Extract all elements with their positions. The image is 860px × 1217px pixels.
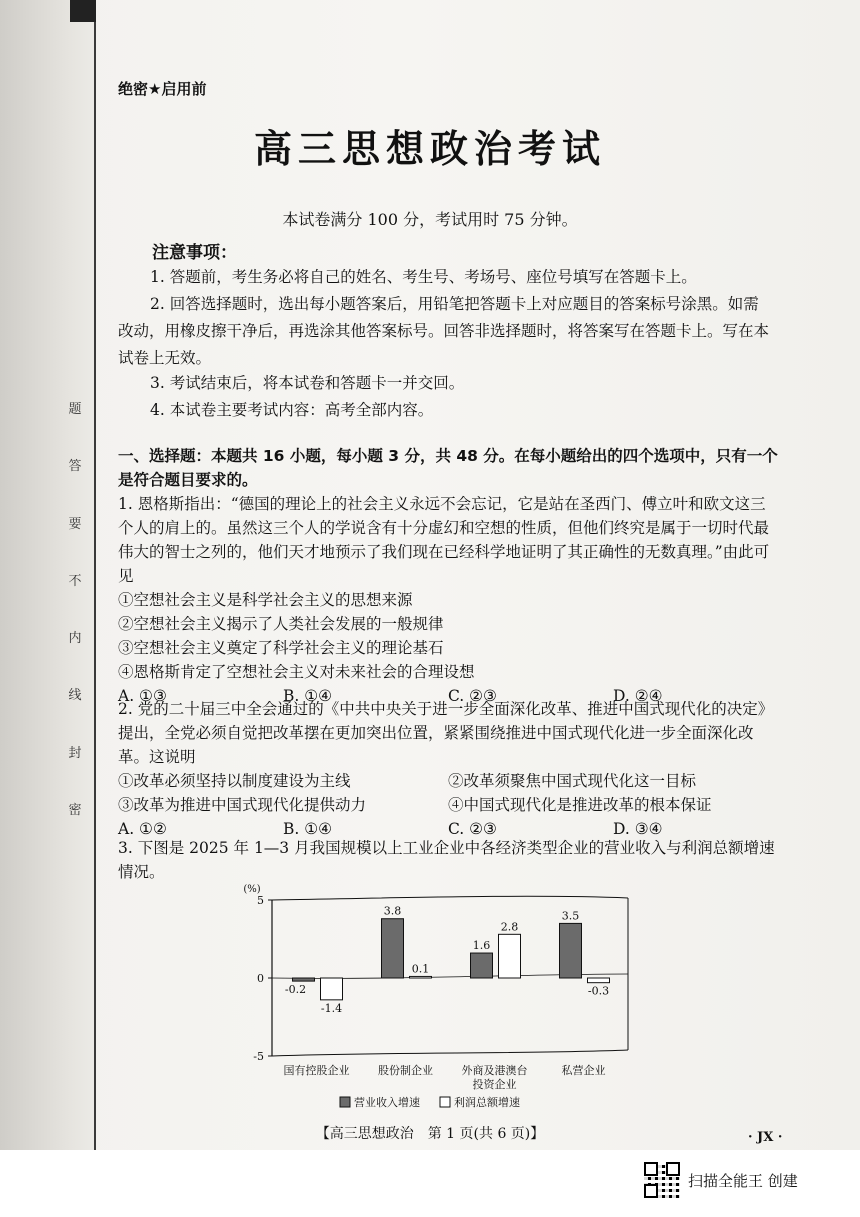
bar	[410, 976, 432, 978]
bar-value-label: -0.2	[284, 983, 307, 997]
watermark-text: 扫描全能王 创建	[688, 1171, 798, 1190]
option-d: D. ③④	[613, 820, 663, 838]
legend-swatch	[440, 1097, 450, 1107]
exam-info: 本试卷满分 100 分，考试用时 75 分钟。	[282, 210, 578, 229]
y-tick-label: -5	[253, 1050, 264, 1063]
page-footer: 【高三思想政治 第 1 页(共 6 页)】	[315, 1126, 545, 1142]
note-item: 1. 答题前，考生务必将自己的姓名、考生号、考场号、座位号填写在答题卡上。	[150, 268, 697, 286]
seal-char: 题	[68, 402, 82, 417]
statement: ④中国式现代化是推进改革的根本保证	[448, 796, 712, 814]
statement: ④恩格斯肯定了空想社会主义对未来社会的合理设想	[118, 663, 475, 681]
bar-value-label: -0.3	[587, 984, 610, 998]
statement-row	[118, 793, 778, 817]
bar-chart	[228, 878, 648, 1118]
secret-label: 绝密★启用前	[118, 80, 207, 98]
page-title: 高三思想政治考试	[253, 127, 606, 171]
question-1	[118, 492, 778, 708]
statement-row	[118, 769, 778, 793]
bar	[588, 978, 610, 983]
notes-title: 注意事项：	[152, 243, 237, 263]
category-label: 外商及港澳台	[461, 1064, 528, 1077]
note-item: 4. 本试卷主要考试内容：高考全部内容。	[150, 401, 434, 419]
legend-label: 利润总额增速	[454, 1096, 520, 1109]
bar	[560, 923, 582, 978]
y-axis-label: (%)	[243, 884, 261, 895]
seal-char: 封	[68, 745, 82, 761]
statement: ③空想社会主义奠定了科学社会主义的理论基石	[118, 639, 444, 657]
legend-label: 营业收入增速	[354, 1096, 420, 1109]
question-3	[118, 836, 778, 884]
footer-code: · JX ·	[748, 1130, 783, 1145]
bar	[499, 934, 521, 978]
category-label: 股份制企业	[378, 1064, 433, 1077]
y-tick-label: 5	[257, 894, 264, 907]
qr-code-icon	[644, 1162, 680, 1198]
statement: ②改革须聚焦中国式现代化这一目标	[448, 772, 697, 790]
seal-char: 线	[68, 688, 82, 704]
bar-value-label: 1.6	[472, 939, 491, 953]
plot-bottom-border	[272, 1050, 628, 1056]
bar-value-label: 3.8	[383, 904, 402, 918]
note-item: 3. 考试结束后，将本试卷和答题卡一并交回。	[150, 374, 465, 392]
legend-swatch	[340, 1097, 350, 1107]
option-c: C. ②③	[448, 820, 497, 838]
section-heading: 一、选择题：本题共 16 小题，每小题 3 分，共 48 分。在每小题给出的四个选项中，只有一个是符合题目要求的。	[118, 447, 778, 489]
seal-char: 不	[68, 573, 82, 589]
category-label: 私营企业	[561, 1064, 606, 1077]
option-d: D. ②④	[613, 687, 663, 705]
bar	[382, 919, 404, 978]
category-label: 投资企业	[472, 1078, 517, 1091]
scanner-watermark	[644, 1162, 798, 1198]
statement: ①空想社会主义是科学社会主义的思想来源	[118, 591, 413, 609]
option-b: B. ①④	[283, 820, 333, 838]
option-b: B. ①④	[283, 687, 333, 705]
bar-value-label: 3.5	[561, 909, 580, 923]
question-2	[118, 697, 778, 841]
question-stem: 3. 下图是 2025 年 1—3 月我国规模以上工业企业中各经济类型企业的营业收入与利润总额增速情况。	[118, 839, 775, 881]
statement: ①改革必须坚持以制度建设为主线	[118, 772, 351, 790]
note-item: 2. 回答选择题时，选出每小题答案后，用铅笔把答题卡上对应题目的答案标号涂黑。如需改动，用橡皮擦干净后，再选涂其他答案标号。回答非选择题时，将答案写在答题卡上。写在本试卷上无效。	[118, 295, 770, 367]
category-label: 国有控股企业	[283, 1064, 350, 1077]
bar-value-label: 0.1	[411, 962, 430, 976]
question-stem: 1. 恩格斯指出：“德国的理论上的社会主义永远不会忘记，它是站在圣西门、傅立叶和欧文这三个人的肩上的。虽然这三个人的学说含有十分虚幻和空想的性质，但他们终究是属于一切时代最伟大的智士之列的，他们天才地预示了我们现在已经科学地证明了其正确性的无数真理。”由此可见	[118, 495, 770, 585]
statement: ③改革为推进中国式现代化提供动力	[118, 796, 367, 814]
scan-edge-mark	[70, 0, 96, 22]
seal-char: 要	[68, 516, 82, 532]
option-c: C. ②③	[448, 687, 497, 705]
seal-line-text	[64, 398, 86, 818]
question-stem: 2. 党的二十届三中全会通过的《中共中央关于进一步全面深化改革、推进中国式现代化的决定》提出，全党必须自觉把改革摆在更加突出位置，紧紧围绕推进中国式现代化进一步全面深化改革。这说明	[118, 700, 774, 766]
bar	[471, 953, 493, 978]
seal-char: 答	[68, 459, 82, 475]
seal-char: 内	[68, 631, 82, 647]
statement: ②空想社会主义揭示了人类社会发展的一般规律	[118, 615, 444, 633]
bar	[321, 978, 343, 1000]
option-a: A. ①②	[118, 820, 167, 838]
bar-value-label: -1.4	[320, 1001, 343, 1015]
bar	[293, 978, 315, 981]
y-tick-label: 0	[257, 972, 264, 985]
bar-value-label: 2.8	[500, 920, 519, 934]
plot-top-border	[272, 896, 628, 900]
option-a: A. ①③	[118, 687, 167, 705]
seal-char: 密	[68, 802, 82, 818]
